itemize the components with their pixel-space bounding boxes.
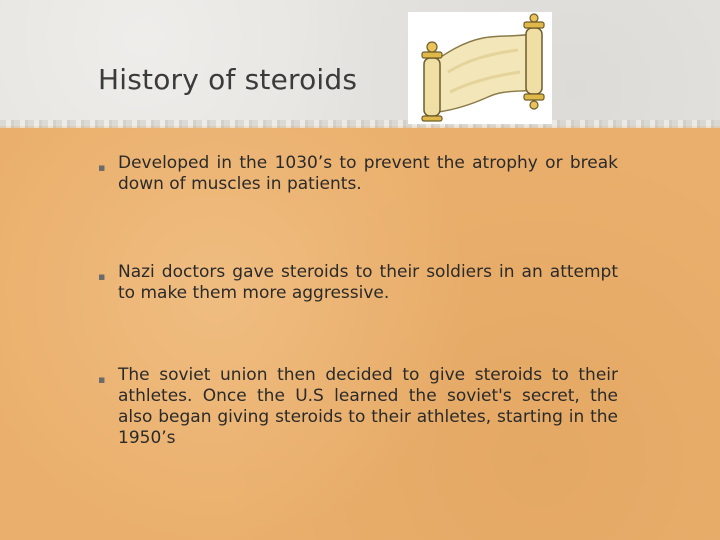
bullet-text: The soviet union then decided to give steroids to their athletes. Once the U.S learned the soviet's secret, the also began giving steroids to their athletes, starting in the 1950’s [118,365,618,448]
bullet-item [98,365,618,449]
bullet-marker: ▪ [98,270,106,283]
bullet-item [98,153,618,195]
bullet-marker: ▪ [98,161,106,174]
scroll-image [408,12,552,124]
bullet-text: Developed in the 1030’s to prevent the atrophy or break down of muscles in patients. [118,153,618,194]
slide-title: History of steroids [98,63,358,96]
bullet-item [98,262,618,304]
bullet-marker: ▪ [98,373,106,386]
scroll-icon [408,12,552,124]
bullet-text: Nazi doctors gave steroids to their soldiers in an attempt to make them more aggressive. [118,262,618,303]
